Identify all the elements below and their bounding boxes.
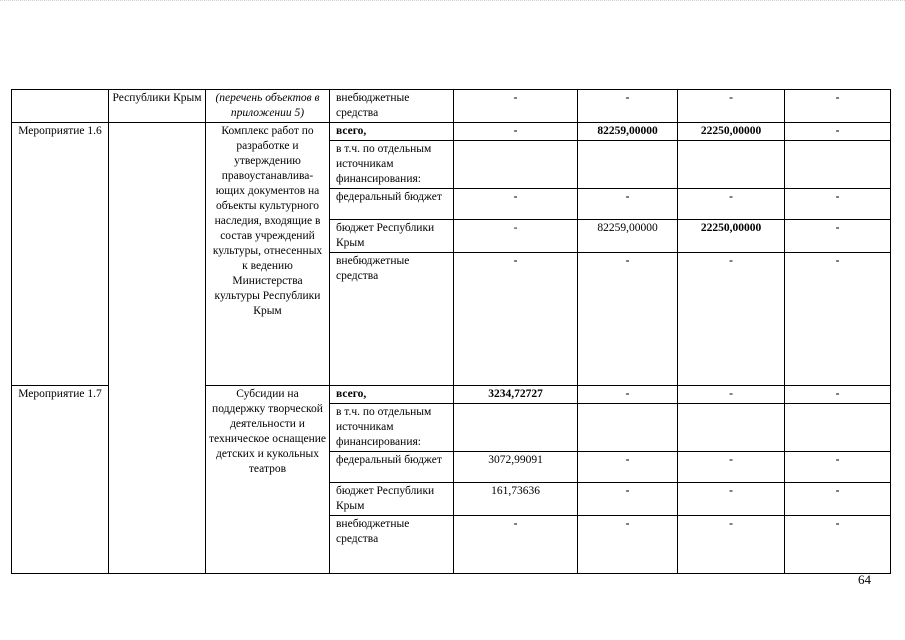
value-cell: - bbox=[678, 452, 785, 483]
value-cell: - bbox=[785, 220, 891, 253]
source-cell: в т.ч. по отдельным источникам финансирования: bbox=[330, 404, 454, 452]
value-cell bbox=[678, 141, 785, 189]
value-cell: - bbox=[578, 90, 678, 123]
value-cell: - bbox=[578, 253, 678, 386]
value-cell bbox=[578, 404, 678, 452]
value-cell: - bbox=[454, 253, 578, 386]
table-row bbox=[12, 90, 891, 123]
value-cell bbox=[454, 141, 578, 189]
value-cell: - bbox=[578, 386, 678, 404]
description-cell: Субсидии на поддержку творческой деятельности и техническое оснащение детских и кукольных театров bbox=[206, 386, 330, 574]
value-cell: - bbox=[578, 483, 678, 516]
event-cell: Мероприятие 1.7 bbox=[12, 386, 109, 574]
value-cell: - bbox=[785, 90, 891, 123]
value-cell: - bbox=[454, 123, 578, 141]
value-cell bbox=[785, 404, 891, 452]
value-cell: 82259,00000 bbox=[578, 123, 678, 141]
source-cell: в т.ч. по отдельным источникам финансирования: bbox=[330, 141, 454, 189]
value-cell: - bbox=[785, 516, 891, 574]
value-cell: - bbox=[454, 516, 578, 574]
value-cell: - bbox=[454, 90, 578, 123]
source-cell: внебюджетные средства bbox=[330, 516, 454, 574]
value-cell: - bbox=[678, 189, 785, 220]
value-cell: - bbox=[678, 90, 785, 123]
description-cell: (перечень объектов в приложении 5) bbox=[206, 90, 330, 123]
value-cell: - bbox=[785, 189, 891, 220]
page-number: 64 bbox=[858, 572, 871, 587]
value-cell: - bbox=[578, 452, 678, 483]
value-cell: 82259,00000 bbox=[578, 220, 678, 253]
source-cell: внебюджетные средства bbox=[330, 90, 454, 123]
value-cell bbox=[578, 141, 678, 189]
event-cell: Мероприятие 1.6 bbox=[12, 123, 109, 386]
value-cell: - bbox=[785, 386, 891, 404]
source-cell: федеральный бюджет bbox=[330, 452, 454, 483]
value-cell: - bbox=[678, 483, 785, 516]
executor-cell bbox=[109, 123, 206, 574]
value-cell: - bbox=[678, 386, 785, 404]
value-cell: 3072,99091 bbox=[454, 452, 578, 483]
financing-table bbox=[11, 89, 891, 574]
executor-cell: Республики Крым bbox=[109, 90, 206, 123]
value-cell bbox=[678, 404, 785, 452]
source-cell: бюджет Республики Крым bbox=[330, 483, 454, 516]
source-cell: бюджет Республики Крым bbox=[330, 220, 454, 253]
event-cell bbox=[12, 90, 109, 123]
value-cell: - bbox=[785, 452, 891, 483]
value-cell bbox=[454, 404, 578, 452]
source-cell: внебюджетные средства bbox=[330, 253, 454, 386]
description-cell: Комплекс работ по разработке и утверждению правоустанавлива-ющих документов на объекты культурного наследия, входящие в состав учреждений культуры, отнесенных к ведению Министерства культуры Республики Крым bbox=[206, 123, 330, 386]
source-cell: всего, bbox=[330, 123, 454, 141]
source-cell: всего, bbox=[330, 386, 454, 404]
scan-artifact-line bbox=[0, 0, 905, 3]
value-cell: 22250,00000 bbox=[678, 123, 785, 141]
value-cell: - bbox=[678, 516, 785, 574]
value-cell: - bbox=[785, 483, 891, 516]
source-cell: федеральный бюджет bbox=[330, 189, 454, 220]
value-cell: - bbox=[454, 220, 578, 253]
value-cell: - bbox=[785, 253, 891, 386]
value-cell: - bbox=[578, 189, 678, 220]
value-cell: - bbox=[454, 189, 578, 220]
value-cell bbox=[785, 141, 891, 189]
value-cell: - bbox=[678, 253, 785, 386]
value-cell: - bbox=[785, 123, 891, 141]
value-cell: - bbox=[578, 516, 678, 574]
value-cell: 3234,72727 bbox=[454, 386, 578, 404]
table-row bbox=[12, 123, 891, 141]
value-cell: 22250,00000 bbox=[678, 220, 785, 253]
value-cell: 161,73636 bbox=[454, 483, 578, 516]
